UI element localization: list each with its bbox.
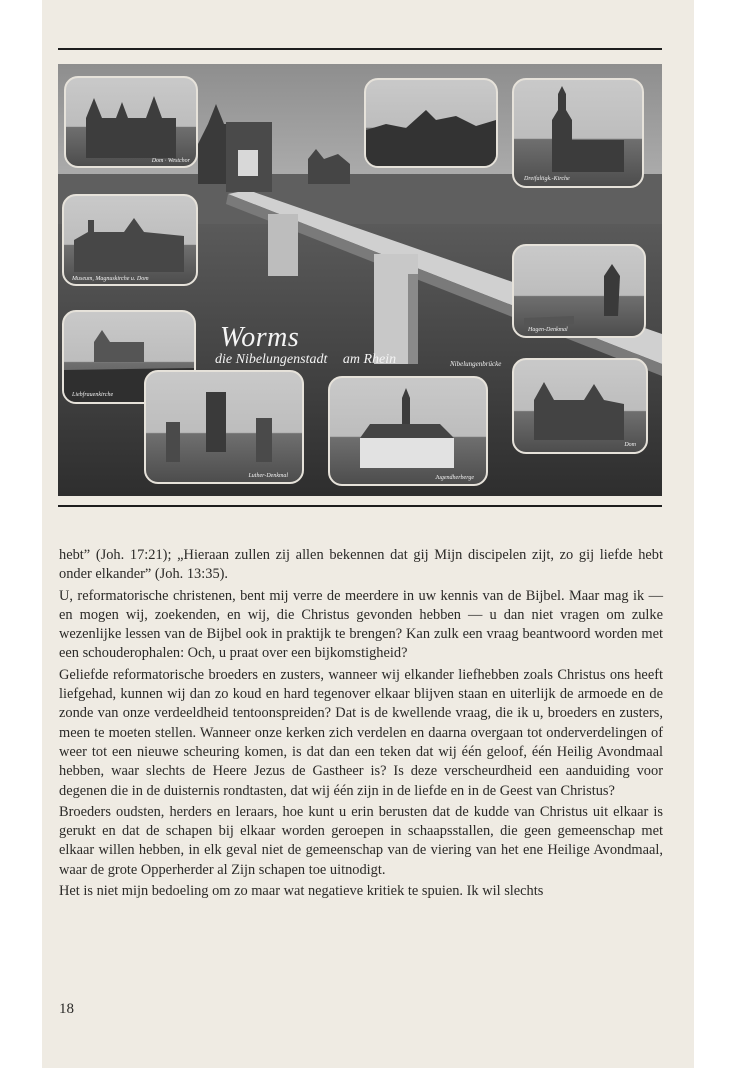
paragraph: Het is niet mijn bedoeling om zo maar wat negatieve kritiek te spuien. Ik wil slechts bbox=[59, 883, 544, 900]
cathedral-drawing bbox=[66, 78, 196, 166]
thumb-caption: Dom · Westchor bbox=[151, 158, 190, 164]
hostel-drawing bbox=[330, 378, 486, 484]
body-text bbox=[59, 546, 663, 903]
church-drawing bbox=[64, 196, 196, 284]
page-number: 18 bbox=[59, 1001, 74, 1017]
thumb-cityscape bbox=[364, 78, 498, 168]
thumb-caption: Hagen-Denkmal bbox=[528, 327, 568, 333]
bridge-caption: Nibelungenbrücke bbox=[450, 360, 502, 368]
thumb-caption: Liebfrauenkirche bbox=[72, 392, 114, 398]
thumb-luther-denkmal bbox=[144, 370, 304, 484]
thumb-dreifaltigkeitskirche bbox=[512, 78, 644, 188]
city-drawing bbox=[366, 80, 496, 166]
statue-drawing bbox=[514, 246, 644, 336]
thumb-caption: Jugendherberge bbox=[435, 475, 474, 481]
postcard-title: Worms bbox=[220, 322, 300, 353]
top-rule bbox=[58, 48, 662, 50]
paragraph: hebt” (Joh. 17:21); „Hieraan zullen zij allen bekennen dat gij Mijn discipelen zijt, zo gij liefde hebt onder elkander” (Joh. 13:35). bbox=[59, 547, 663, 583]
thumb-caption: Museum, Magnuskirche u. Dom bbox=[72, 276, 149, 282]
subtitle-part-a: die Nibelungenstadt bbox=[215, 352, 328, 367]
thumb-caption: Dreifaltigk.-Kirche bbox=[524, 176, 570, 182]
paragraph: U, reformatorische christenen, bent mij verre de meerdere in uw kennis van de Bijbel. Maar mag ik — en mogen wij, zoekenden, en wij, die Christus gevonden hebben — u dan niet vragen om zulke wezenlijke lessen van de Bijbel ook in praktijk te brengen? Kan zulk een vraag beantwoord worden met een schouderophalen: Och, u praat over een bijkomstigheid? bbox=[59, 587, 663, 662]
baroque-church-drawing bbox=[514, 80, 642, 186]
thumb-museum bbox=[62, 194, 198, 286]
subtitle-part-b: am Rhein bbox=[342, 352, 397, 367]
monument-drawing bbox=[146, 372, 302, 482]
dom-drawing bbox=[514, 360, 646, 452]
thumb-dom-westchor bbox=[64, 76, 198, 168]
postcard-subtitle bbox=[215, 352, 396, 368]
thumb-hagen-denkmal bbox=[512, 244, 646, 338]
thumb-caption: Luther-Denkmal bbox=[248, 473, 288, 479]
book-page bbox=[42, 0, 694, 1068]
thumb-jugendherberge bbox=[328, 376, 488, 486]
thumb-caption: Dom bbox=[624, 442, 636, 448]
postcard-photo bbox=[58, 64, 662, 496]
paragraph: Geliefde reformatorische broeders en zusters, wanneer wij elkander liefhebben zoals Christus ons heeft liefgehad, kunnen wij dan zo koud en hard tegenover elkaar blijven staan en uiterlijk de armoede en de zonde van onze verdeeldheid tentoonspreiden? Dat is de kwellende vraag, die ik u, broeders en zusters, meen te moeten stellen. Wanneer onze kerken zich verdelen en daarna overgaan tot onderverdelingen of weer tot een nieuwe scheuring komen, is dat dan een teken dat wij één geloof, één Heilig Avondmaal hebben, waar slechts de Heere Jezus de Gastheer is? Is deze verscheurdheid een aanduiding voor degenen die in de duisternis rondtasten, dat wij één zijn in de liefde en in de Geest van Christus? bbox=[59, 666, 663, 799]
bottom-rule bbox=[58, 505, 662, 507]
paragraph: Broeders oudsten, herders en leraars, hoe kunt u erin berusten dat de kudde van Christus uit elkaar is gerukt en dat de schapen bij elkaar worden geroepen in schaapsstallen, die geen gemeenschap met elkaar willen hebben, in elk geval niet de gemeenschap van de viering van het ene Heilige Avondmaal, waar de grote Opperherder al Zijn schapen toe uitnodigt. bbox=[59, 803, 663, 878]
thumb-dom bbox=[512, 358, 648, 454]
